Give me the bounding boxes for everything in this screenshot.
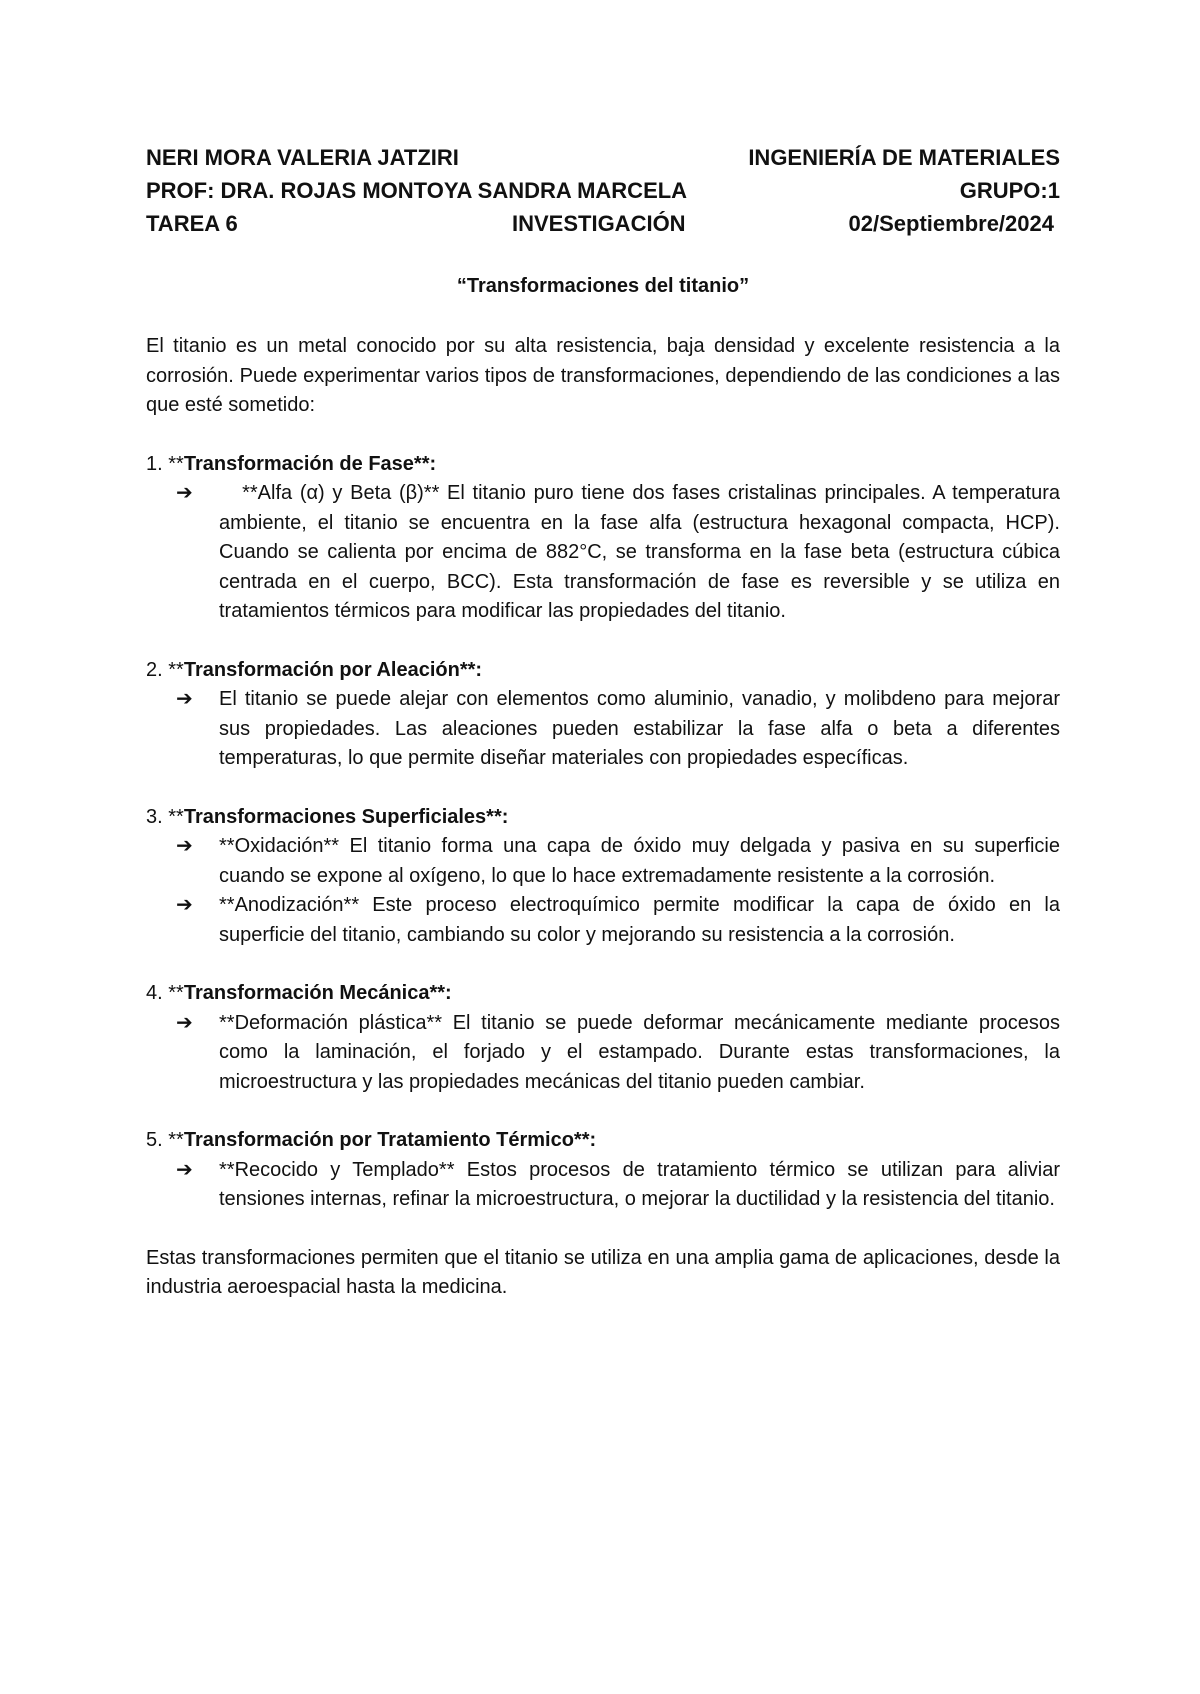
- bullet-item: [146, 1009, 1060, 1098]
- arrow-bullet-icon: ➔: [176, 482, 193, 504]
- task-label: TAREA 6: [146, 211, 238, 236]
- task-type: INVESTIGACIÓN: [512, 211, 686, 236]
- course-name: INGENIERÍA DE MATERIALES: [748, 145, 1060, 170]
- section-heading: 3. **Transformaciones Superficiales**:: [146, 805, 509, 828]
- section-alloy: [146, 656, 1060, 774]
- section-mechanical: [146, 979, 1060, 1097]
- header-row-1: [146, 141, 1060, 174]
- section-heat-treatment: [146, 1126, 1060, 1215]
- header-row-2: [146, 174, 1060, 207]
- section-heading: 2. **Transformación por Aleación**:: [146, 658, 483, 681]
- arrow-bullet-icon: ➔: [176, 894, 193, 916]
- bullet-item: [146, 1156, 1060, 1215]
- task-date: 02/Septiembre/2024: [848, 211, 1054, 236]
- section-heading: 5. **Transformación por Tratamiento Térmico**:: [146, 1129, 597, 1151]
- closing-paragraph: Estas transformaciones permiten que el titanio se utiliza en una amplia gama de aplicaciones, desde la industria aeroespacial hasta la medicina.: [146, 1246, 1060, 1298]
- document-page: [146, 141, 1066, 1303]
- arrow-bullet-icon: ➔: [176, 1011, 193, 1034]
- bullet-item: [146, 685, 1060, 774]
- bullet-text: **Anodización** Este proceso electroquímico permite modificar la capa de óxido en la superficie del titanio, cambiando su color y mejorando su resistencia a la corrosión.: [219, 894, 1060, 946]
- professor-name: PROF: DRA. ROJAS MONTOYA SANDRA MARCELA: [146, 178, 688, 203]
- bullet-text: **Recocido y Templado** Estos procesos de tratamiento térmico se utilizan para aliviar tensiones internas, refinar la microestructura, o mejorar la ductilidad y la resistencia del titanio.: [219, 1158, 1060, 1210]
- header-row-3: [146, 207, 1060, 240]
- bullet-text: **Deformación plástica** El titanio se puede deformar mecánicamente mediante procesos como la laminación, el forjado y el estampado. Durante estas transformaciones, la microestructura y las propiedades mecánicas del titanio pueden cambiar.: [219, 1011, 1060, 1093]
- student-name: NERI MORA VALERIA JATZIRI: [146, 145, 459, 170]
- bullet-text: **Alfa (α) y Beta (β)** El titanio puro tiene dos fases cristalinas principales. A temperatura ambiente, el titanio se encuentra en la fase alfa (estructura hexagonal compacta, HCP). Cuando se calienta por encima de 882°C, se transforma en la fase beta (estructura cúbica centrada en el cuerpo, BCC). Esta transformación de fase es reversible y se utiliza en tratamientos térmicos para modificar las propiedades del titanio.: [219, 482, 1066, 622]
- arrow-bullet-icon: ➔: [176, 835, 193, 857]
- group-label: GRUPO:1: [959, 178, 1060, 203]
- section-heading: 1. **Transformación de Fase**:: [146, 452, 437, 475]
- arrow-bullet-icon: ➔: [176, 688, 193, 710]
- section-phase: [146, 450, 1066, 627]
- bullet-text: El titanio se puede alejar con elementos como aluminio, vanadio, y molibdeno para mejorar sus propiedades. Las aleaciones pueden estabilizar la fase alfa o beta a diferentes temperaturas, lo que permite diseñar materiales con propiedades específicas.: [219, 688, 1060, 769]
- section-surface: [146, 803, 1060, 951]
- bullet-item: [146, 479, 1066, 627]
- bullet-item: [146, 832, 1060, 891]
- intro-paragraph: El titanio es un metal conocido por su alta resistencia, baja densidad y excelente resistencia a la corrosión. Puede experimentar varios tipos de transformaciones, dependiendo de las condiciones a las que esté sometido:: [146, 335, 1060, 416]
- section-heading: 4. **Transformación Mecánica**:: [146, 982, 452, 1004]
- bullet-item: [146, 891, 1060, 950]
- arrow-bullet-icon: ➔: [176, 1158, 193, 1181]
- bullet-text: **Oxidación** El titanio forma una capa de óxido muy delgada y pasiva en su superficie cuando se expone al oxígeno, lo que lo hace extremadamente resistente a la corrosión.: [219, 835, 1060, 887]
- document-title: “Transformaciones del titanio”: [456, 275, 750, 297]
